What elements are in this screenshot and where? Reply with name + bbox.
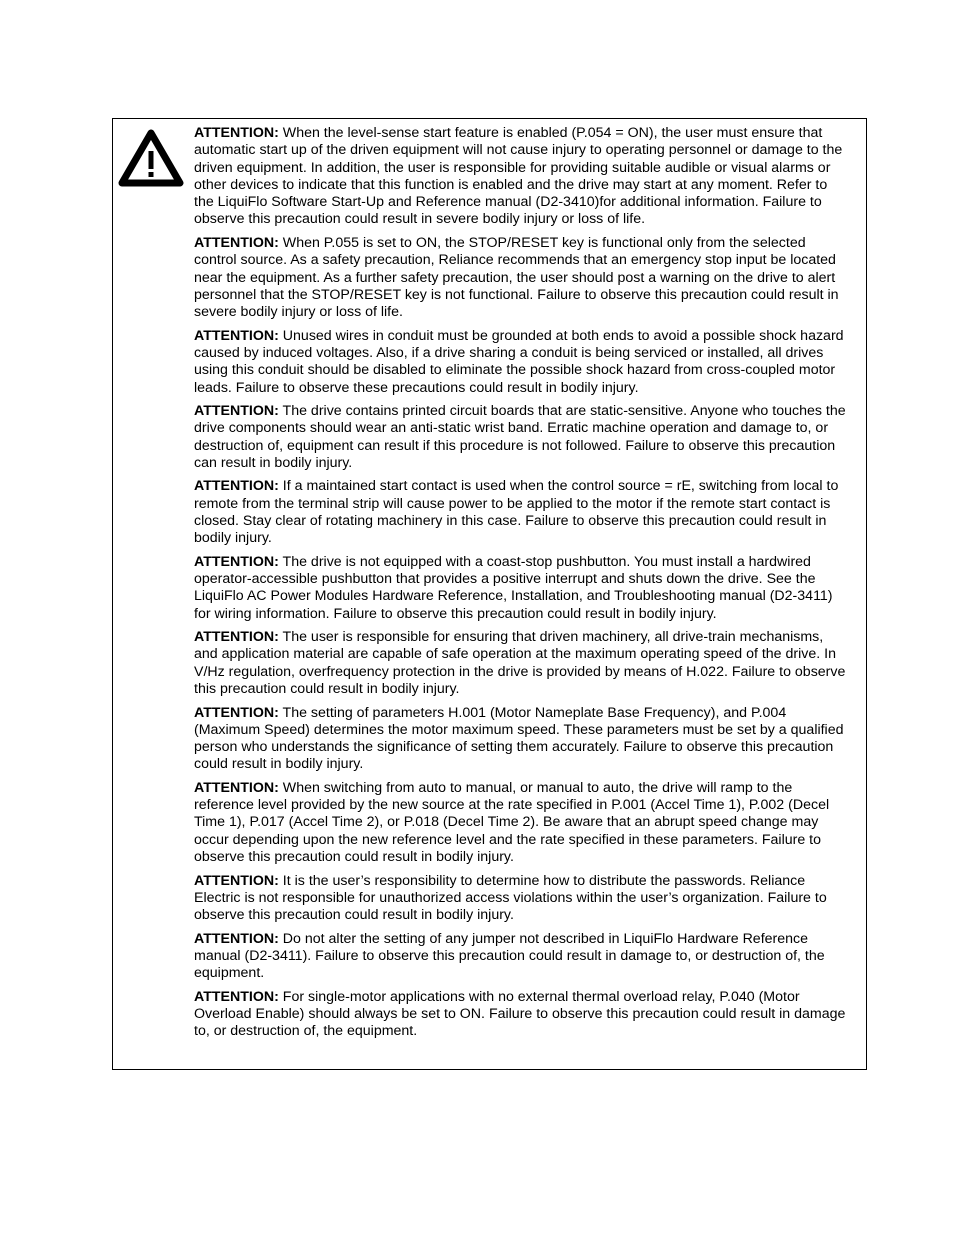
attention-paragraph <box>194 403 850 472</box>
attention-label: ATTENTION: <box>194 478 279 495</box>
attention-label: ATTENTION: <box>194 629 279 646</box>
attention-text: Unused wires in conduit must be grounded at both ends to avoid a possible shock hazard caused by induced voltages. Also, if a drive sharing a conduit is being serviced or installed, all drives using this conduit should be disabled to eliminate the possible shock hazard from cross-coupled motor leads. Failure to observe these precautions could result in bodily injury. <box>194 327 844 396</box>
attention-label: ATTENTION: <box>194 125 279 141</box>
attention-text: When the level-sense start feature is enabled (P.054 = ON), the user must ensure that automatic start up of the driven equipment will not cause injury to operating personnel or damage to the driven equipment. In addition, the user is responsible for providing suitable audible or visual alarms or other devices to indicate that this function is enabled and the drive may start at any moment. Refer to the LiquiFlo Software Start-Up and Reference manual (D2-3410)for additional information. Failure to observe this precaution could result in severe bodily injury or loss of life. <box>194 125 843 228</box>
attention-text: The setting of parameters H.001 (Motor Nameplate Base Frequency), and P.004 (Maximum Speed) determines the motor maximum speed. These parameters must be set by a qualified person who understands the significance of setting them accurately. Failure to observe this precaution could result in bodily injury. <box>194 704 844 773</box>
attention-paragraph <box>194 478 850 547</box>
attention-box <box>112 118 867 1070</box>
warning-triangle-icon <box>117 127 185 189</box>
attention-text: When P.055 is set to ON, the STOP/RESET key is functional only from the selected control source. As a safety precaution, Reliance recommends that an emergency stop input be located near the equipment. As a further safety precaution, the user should post a warning on the drive to alert personnel that the STOP/RESET key is not functional. Failure to observe this precaution could result in severe bodily injury or loss of life. <box>194 234 839 321</box>
attention-list <box>194 125 850 1047</box>
attention-text: The user is responsible for ensuring that driven machinery, all drive-train mechanisms, and application material are capable of safe operation at the maximum operating speed of the drive. In V/Hz regulation, overfrequency protection in the drive is provided by means of H.022. Failure to observe this precaution could result in bodily injury. <box>194 629 846 698</box>
attention-paragraph <box>194 873 850 925</box>
attention-label: ATTENTION: <box>194 327 279 344</box>
attention-label: ATTENTION: <box>194 779 279 796</box>
attention-label: ATTENTION: <box>194 704 279 721</box>
attention-label: ATTENTION: <box>194 403 279 420</box>
attention-label: ATTENTION: <box>194 930 279 947</box>
attention-text: Do not alter the setting of any jumper not described in LiquiFlo Hardware Reference manual (D2-3411). Failure to observe this precaution could result in damage to, or destruction of, the equipment. <box>194 930 825 982</box>
attention-paragraph <box>194 705 850 774</box>
attention-paragraph <box>194 554 850 623</box>
attention-text: If a maintained start contact is used when the control source = rE, switching from local to remote from the terminal strip will cause power to be applied to the motor if the remote start contact is closed. Stay clear of rotating machinery in this case. Failure to observe this precaution could result in bodily injury. <box>194 478 839 547</box>
attention-label: ATTENTION: <box>194 234 279 251</box>
attention-paragraph <box>194 235 850 321</box>
attention-label: ATTENTION: <box>194 988 279 1005</box>
attention-text: When switching from auto to manual, or manual to auto, the drive will ramp to the reference level provided by the new source at the rate specified in P.001 (Accel Time 1), P.002 (Decel Time 1), P.017 (Accel Time 2), or P.018 (Decel Time 2). Be aware that an abrupt speed change may occur depending upon the new reference level and the rate specified in these parameters. Failure to observe this precaution could result in bodily injury. <box>194 779 830 866</box>
attention-paragraph <box>194 780 850 866</box>
attention-paragraph <box>194 989 850 1041</box>
attention-paragraph <box>194 629 850 698</box>
attention-text: It is the user’s responsibility to determine how to distribute the passwords. Reliance Electric is not responsible for unauthorized access violations within the user’s organization. Failure to observe this precaution could result in bodily injury. <box>194 872 827 924</box>
attention-paragraph <box>194 125 850 229</box>
attention-paragraph <box>194 931 850 983</box>
attention-label: ATTENTION: <box>194 872 279 889</box>
attention-text: The drive contains printed circuit boards that are static-sensitive. Anyone who touches the drive components should wear an anti-static wrist band. Erratic machine operation and damage to, or destruction of, equipment can result if this procedure is not followed. Failure to observe this precaution can result in bodily injury. <box>194 403 846 471</box>
attention-text: The drive is not equipped with a coast-stop pushbutton. You must install a hardwired operator-accessible pushbutton that provides a positive interrupt and shuts down the drive. See the LiquiFlo AC Power Modules Hardware Reference, Installation, and Troubleshooting manual (D2-3411) for wiring information. Failure to observe this precaution could result in bodily injury. <box>194 553 833 622</box>
attention-paragraph <box>194 328 850 397</box>
attention-label: ATTENTION: <box>194 553 279 570</box>
attention-text: For single-motor applications with no external thermal overload relay, P.040 (Motor Overload Enable) should always be set to ON. Failure to observe this precaution could result in damage to, or destruction of, the equipment. <box>194 988 846 1040</box>
